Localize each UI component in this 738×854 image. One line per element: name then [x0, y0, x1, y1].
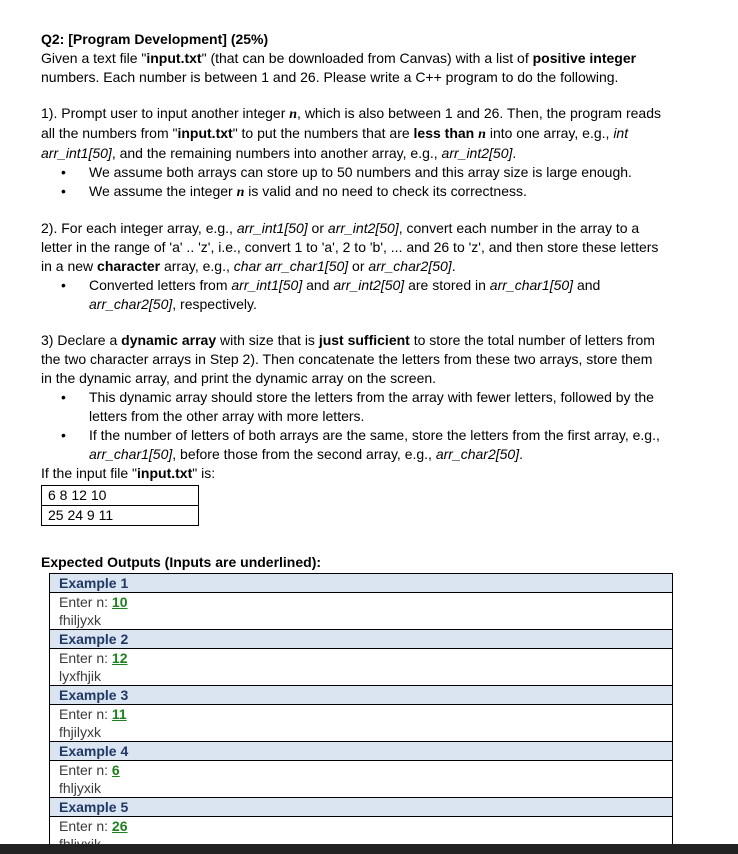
- step-1: [41, 104, 667, 202]
- step-2-text: 2). For each integer array, e.g., arr_int1[50] or arr_int2[50], convert each number in the array to a letter in the range of 'a' .. 'z', i.e., convert 1 to 'a', 2 to 'b', ... and 26 to 'z', and then store these letters in a new character array, e.g., char arr_char1[50] or arr_char2[50].: [41, 220, 659, 274]
- input-line: 6 8 12 10: [48, 487, 107, 503]
- example-header: Example 5: [50, 798, 673, 817]
- step-1-text: 1). Prompt user to input another integer n, which is also between 1 and 26. Then, the program reads all the numbers from "input.txt" to put the numbers that are less than n into one array, e.g., int arr_int1[50], and the remaining numbers into another array, e.g., arr_int2[50].: [41, 105, 662, 161]
- input-file-label: If the input file "input.txt" is:: [41, 465, 216, 481]
- input-line: 25 24 9 11: [42, 505, 198, 525]
- example-body: Enter n: 12 lyxfhjik: [50, 649, 673, 686]
- examples-table: [49, 573, 673, 854]
- example-header: Example 1: [50, 574, 673, 593]
- example-body: Enter n: 11 fhjilyxk: [50, 705, 673, 742]
- example-header: Example 4: [50, 742, 673, 761]
- example-header: Example 2: [50, 630, 673, 649]
- intro-paragraph: Given a text file "input.txt" (that can be downloaded from Canvas) with a list of positive integer numbers. Each number is between 1 and 26. Please write a C++ program to do the following.: [41, 50, 637, 85]
- example-body: Enter n: 10 fhiljyxk: [50, 593, 673, 630]
- document: [41, 30, 667, 854]
- step-3-bullet-2: • If the number of letters of both arrays are the same, store the letters from the first array, e.g., arr_char1[50], before those from the second array, e.g., arr_char2[50].: [41, 426, 667, 464]
- example-body: Enter n: 6 fhljyxik: [50, 761, 673, 798]
- step-1-bullet-2: • We assume the integer n is valid and no need to check its correctness.: [41, 182, 667, 202]
- step-2-bullet-1: • Converted letters from arr_int1[50] and arr_int2[50] are stored in arr_char1[50] and arr_char2[50], respectively.: [41, 276, 667, 314]
- step-2: [41, 219, 667, 314]
- bottom-edge-bar: [0, 844, 738, 854]
- question-title: Q2: [Program Development] (25%): [41, 31, 269, 47]
- step-3: [41, 331, 667, 464]
- example-body: Enter n: 26: [50, 817, 673, 854]
- step-3-bullet-1: • This dynamic array should store the letters from the array with fewer letters, followed by the letters from the other array with more letters.: [41, 388, 667, 426]
- example-header: Example 3: [50, 686, 673, 705]
- expected-outputs-title: Expected Outputs (Inputs are underlined):: [41, 554, 322, 570]
- step-3-text: 3) Declare a dynamic array with size that is just sufficient to store the total number of letters from the two character arrays in Step 2). Then concatenate the letters from these two arrays, store them in the dynamic array, and print the dynamic array on the screen.: [41, 332, 655, 386]
- step-1-bullet-1: • We assume both arrays can store up to 50 numbers and this array size is large enough.: [41, 163, 667, 182]
- input-file-box: [41, 485, 199, 526]
